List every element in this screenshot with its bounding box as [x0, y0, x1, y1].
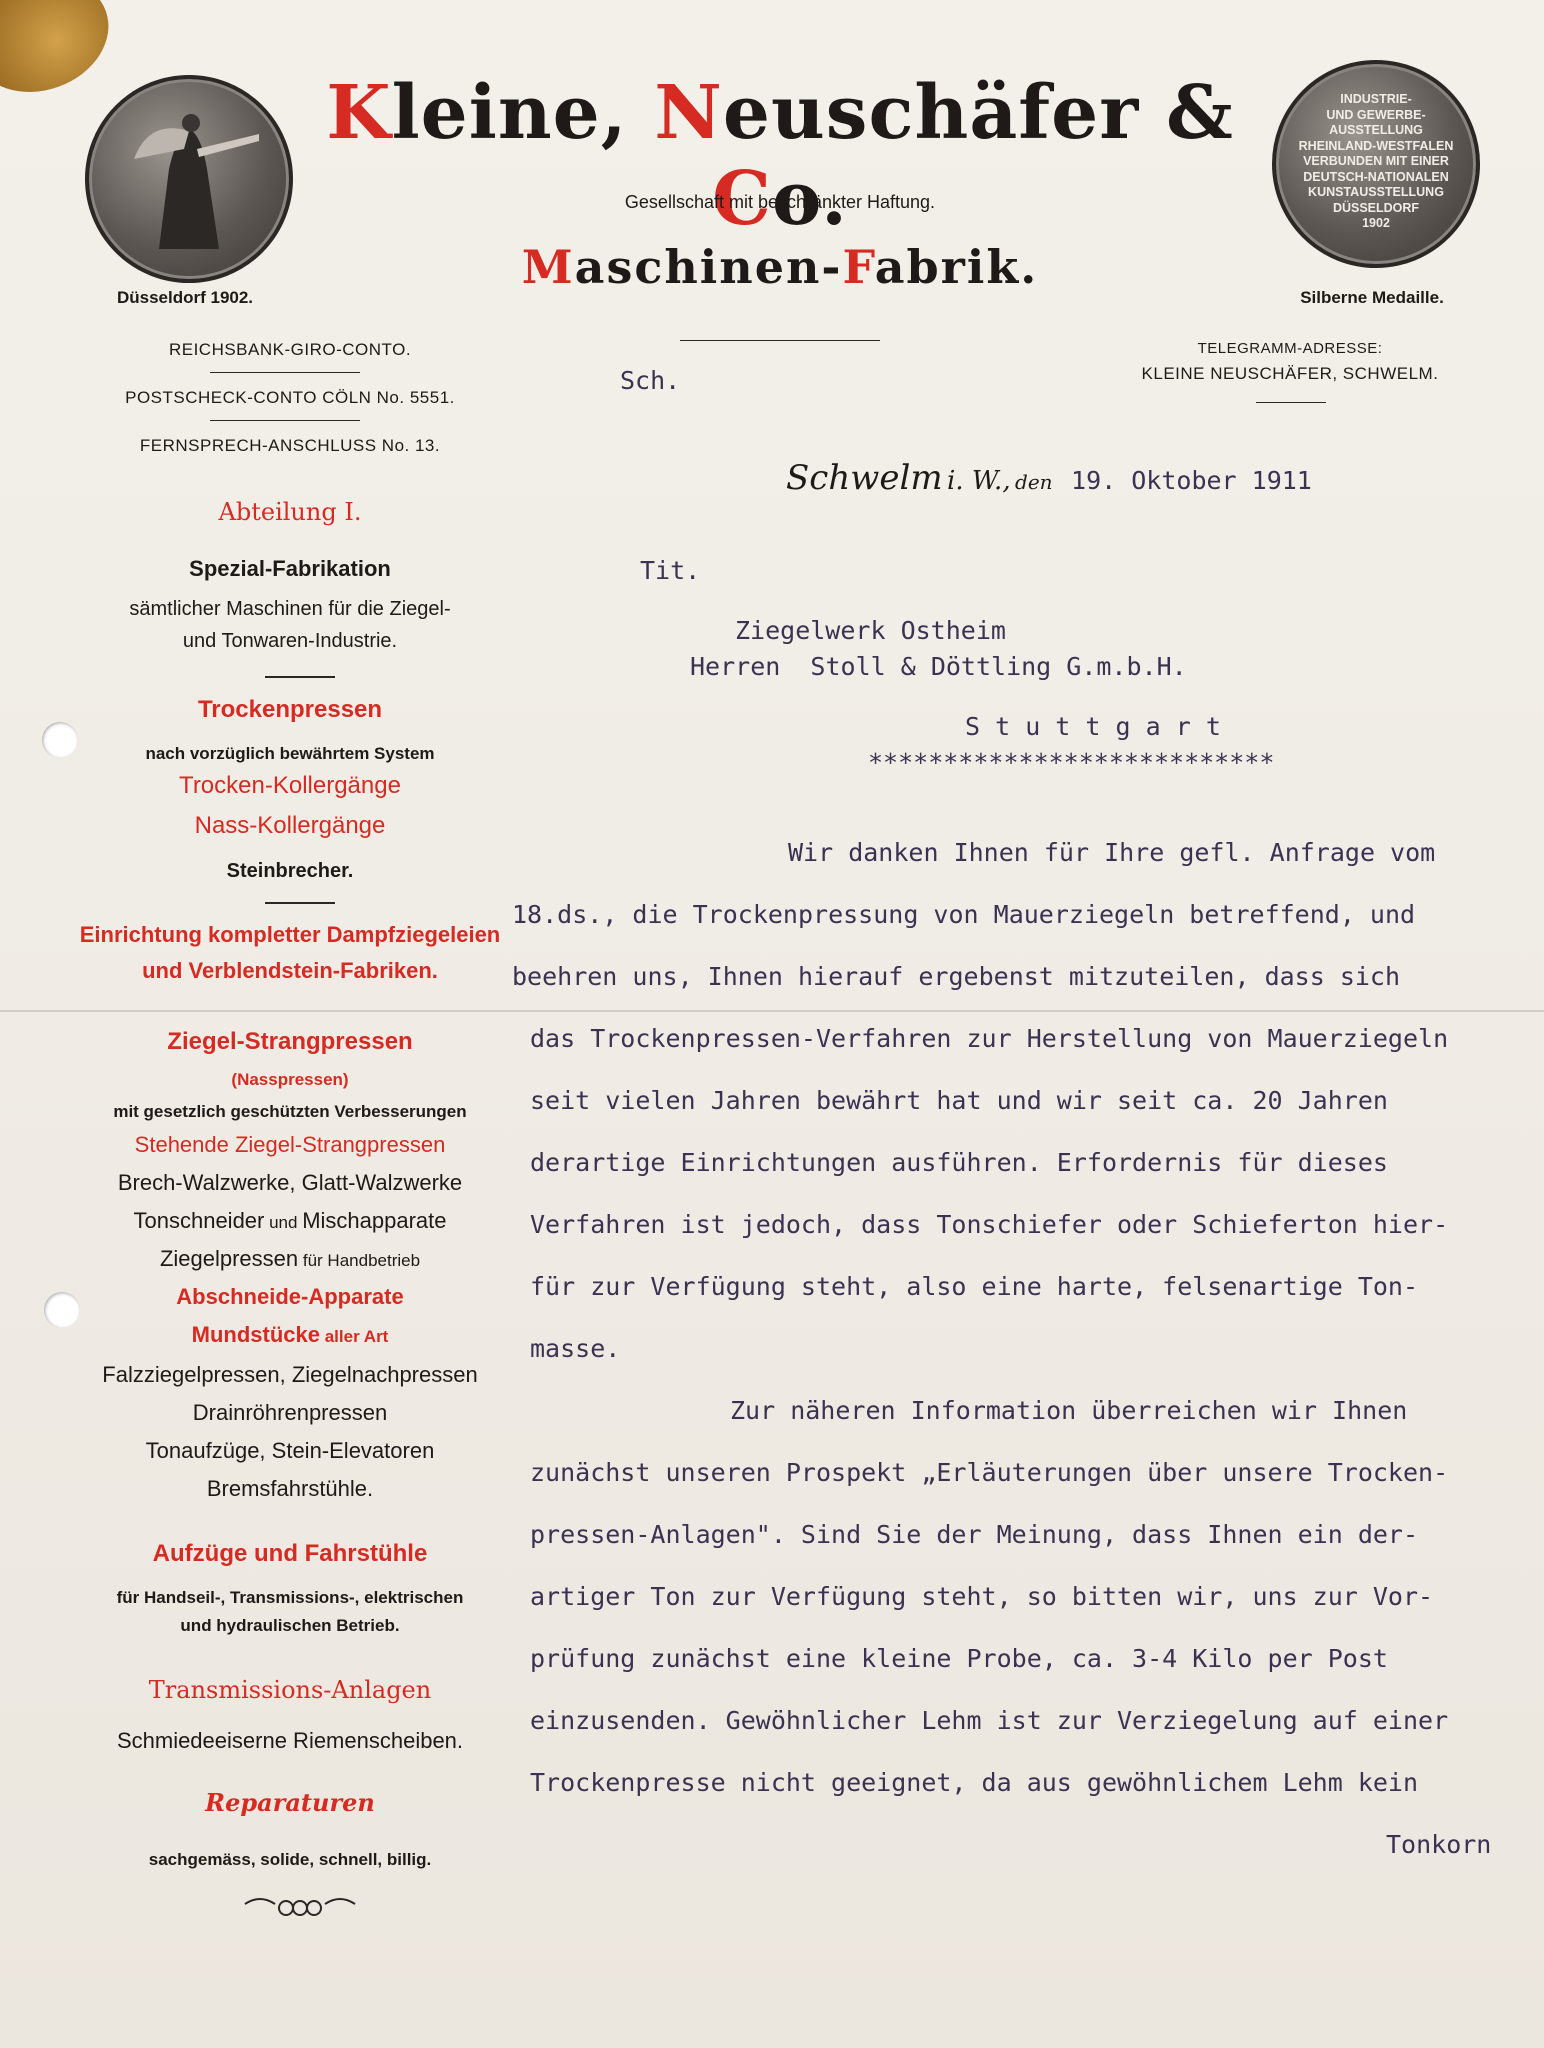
- einrichtung-line-2: und Verblendstein-Fabriken.: [142, 958, 438, 983]
- aufzuege-heading: Aufzüge und Fahrstühle: [152, 1540, 428, 1567]
- left-medal-caption: Düsseldorf 1902.: [116, 288, 254, 307]
- right-medal-caption: Silberne Medaille.: [1300, 288, 1444, 307]
- body-line: masse.: [530, 1334, 621, 1363]
- mischapparate: Mischapparate: [302, 1208, 447, 1233]
- letter-date: 19. Oktober 1911: [1071, 466, 1312, 495]
- postscheck-account: POSTSCHECK-CONTO CÖLN No. 5551.: [125, 388, 455, 407]
- falzziegel: Falzziegelpressen, Ziegelnachpressen: [102, 1362, 478, 1387]
- drainroehren: Drainröhrenpressen: [192, 1400, 388, 1425]
- medal-line: DÜSSELDORF: [1332, 200, 1420, 215]
- title-part: euschäfer &: [722, 70, 1234, 156]
- den: den: [1015, 470, 1053, 494]
- punch-hole: [42, 722, 78, 758]
- header-divider: [680, 340, 880, 341]
- medal-figure-icon: [89, 79, 289, 279]
- body-line: Zur näheren Information überreichen wir Ihnen: [730, 1396, 1408, 1425]
- gesetzlich: mit gesetzlich geschützten Verbesserungen: [113, 1102, 467, 1121]
- trockenpressen-sub: nach vorzüglich bewährtem System: [145, 744, 435, 763]
- title-part: leine,: [391, 70, 655, 156]
- company-name: [300, 70, 1260, 242]
- title-part: F: [842, 240, 875, 294]
- tonschneider: Tonschneider: [133, 1208, 265, 1233]
- body-line: artiger Ton zur Verfügung steht, so bitten wir, uns zur Vor-: [530, 1582, 1434, 1611]
- brech-walzwerke: Brech-Walzwerke, Glatt-Walzwerke: [117, 1170, 463, 1195]
- place: Schwelm: [786, 458, 943, 498]
- body-line: Tonkorn: [1386, 1830, 1492, 1859]
- recipient-line-2: Herren Stoll & Döttling G.m.b.H.: [690, 652, 1187, 681]
- reference-mark: Sch.: [620, 366, 681, 395]
- body-line: für zur Verfügung steht, also eine harte, felsenartige Ton-: [530, 1272, 1419, 1301]
- mundstuecke-line: [60, 1322, 520, 1348]
- stehende: Stehende Ziegel-Strangpressen: [134, 1132, 446, 1157]
- right-medal: [1272, 60, 1480, 268]
- department-heading: Abteilung I.: [218, 498, 362, 526]
- mundstuecke: Mundstücke: [191, 1322, 320, 1347]
- title-part: abrik.: [874, 240, 1039, 294]
- body-line: derartige Einrichtungen ausführen. Erfordernis für dieses: [530, 1148, 1388, 1177]
- aller-art: aller Art: [320, 1327, 389, 1346]
- medal-line: UND GEWERBE-: [1326, 107, 1426, 122]
- punch-hole: [44, 1292, 80, 1328]
- body-line: Verfahren ist jedoch, dass Tonschiefer oder Schieferton hier-: [530, 1210, 1449, 1239]
- divider: [265, 902, 335, 904]
- strangpressen-heading: Ziegel-Strangpressen: [167, 1028, 413, 1055]
- title-part: N: [654, 70, 723, 156]
- tonaufzuege: Tonaufzüge, Stein-Elevatoren: [145, 1438, 435, 1463]
- body-line: 18.ds., die Trockenpressung von Mauerziegeln betreffend, und: [512, 900, 1416, 929]
- phone-number: FERNSPRECH-ANSCHLUSS No. 13.: [139, 436, 441, 455]
- ziegelpressen: Ziegelpressen: [159, 1246, 299, 1271]
- ornament-icon: [240, 1892, 360, 1922]
- date-line: [786, 458, 1312, 498]
- medal-line: DEUTSCH-NATIONALEN: [1303, 169, 1449, 184]
- divider: [210, 420, 360, 421]
- bremsfahrstuehle: Bremsfahrstühle.: [206, 1476, 374, 1501]
- medal-line: 1902: [1362, 216, 1390, 230]
- body-line: pressen-Anlagen". Sind Sie der Meinung, dass Ihnen ein der-: [530, 1520, 1419, 1549]
- handbetrieb: für Handbetrieb: [298, 1251, 421, 1270]
- body-line: seit vielen Jahren bewährt hat und wir seit ca. 20 Jahren: [530, 1086, 1388, 1115]
- divider: [265, 676, 335, 678]
- legal-form: Gesellschaft mit beschränkter Haftung.: [624, 192, 936, 212]
- telegram-label: TELEGRAMM-ADRESSE:: [1197, 340, 1383, 357]
- medal-line: VERBUNDEN MIT EINER: [1303, 154, 1449, 168]
- title-part: o.: [772, 156, 848, 242]
- place-suffix: i. W.,: [947, 466, 1011, 496]
- title-part: aschinen-: [574, 240, 843, 294]
- body-line: beehren uns, Ihnen hierauf ergebenst mitzuteilen, dass sich: [512, 962, 1401, 991]
- title-part: K: [326, 70, 392, 156]
- body-line: prüfung zunächst eine kleine Probe, ca. 3-4 Kilo per Post: [530, 1644, 1388, 1673]
- stars-divider: ***************************: [868, 748, 1275, 777]
- riemenscheiben: Schmiedeeiserne Riemenscheiben.: [116, 1728, 464, 1753]
- salutation: Tit.: [640, 556, 701, 585]
- nass-koller: Nass-Kollergänge: [194, 812, 386, 839]
- telegram-address: KLEINE NEUSCHÄFER, SCHWELM.: [1141, 364, 1439, 383]
- special-line-1: sämtlicher Maschinen für die Ziegel-: [129, 598, 451, 620]
- und: und: [264, 1213, 303, 1232]
- medal-line: KUNSTAUSSTELLUNG: [1308, 185, 1444, 199]
- title-part: C: [712, 156, 773, 242]
- nasspressen: (Nasspressen): [231, 1070, 349, 1089]
- ziegelpressen-line: [60, 1246, 520, 1272]
- medal-line: RHEINLAND-WESTFALEN: [1298, 138, 1454, 153]
- medal-line: INDUSTRIE-: [1340, 92, 1412, 106]
- trocken-koller: Trocken-Kollergänge: [179, 772, 401, 799]
- special-heading: Spezial-Fabrikation: [189, 556, 391, 581]
- steinbrecher: Steinbrecher.: [226, 860, 354, 882]
- recipient-line-1: Ziegelwerk Ostheim: [735, 616, 1006, 645]
- divider: [210, 372, 360, 373]
- transmissions-heading: Transmissions-Anlagen: [148, 1676, 432, 1704]
- body-line: das Trockenpressen-Verfahren zur Herstellung von Mauerziegeln: [530, 1024, 1449, 1053]
- aufzuege-line-1: für Handseil-, Transmissions-, elektrischen: [116, 1588, 464, 1607]
- divider: [1256, 402, 1326, 403]
- bank-account: REICHSBANK-GIRO-CONTO.: [168, 340, 412, 359]
- einrichtung-line-1: Einrichtung kompletter Dampfziegeleien: [79, 922, 501, 947]
- fold-line: [0, 1010, 1544, 1012]
- reparaturen-desc: sachgemäss, solide, schnell, billig.: [148, 1850, 432, 1869]
- left-medal: [85, 75, 293, 283]
- aufzuege-line-2: und hydraulischen Betrieb.: [180, 1616, 400, 1635]
- body-line: einzusenden. Gewöhnlicher Lehm ist zur Verziegelung auf einer: [530, 1706, 1449, 1735]
- right-medal-inscription: [1296, 92, 1456, 232]
- tonschneider-line: [60, 1208, 520, 1234]
- trockenpressen-heading: Trockenpressen: [197, 696, 383, 723]
- abschneide: Abschneide-Apparate: [176, 1284, 404, 1309]
- medal-line: AUSSTELLUNG: [1329, 123, 1423, 137]
- body-line: zunächst unseren Prospekt „Erläuterungen über unsere Trocken-: [530, 1458, 1449, 1487]
- special-line-2: und Tonwaren-Industrie.: [182, 630, 398, 652]
- reparaturen-heading: Reparaturen: [205, 1788, 375, 1817]
- body-line: Wir danken Ihnen für Ihre gefl. Anfrage vom: [788, 838, 1436, 867]
- factory-title: [380, 240, 1180, 294]
- body-line: Trockenpresse nicht geeignet, da aus gewöhnlichem Lehm kein: [530, 1768, 1419, 1797]
- recipient-city: S t u t t g a r t: [965, 712, 1221, 741]
- title-part: M: [521, 240, 575, 294]
